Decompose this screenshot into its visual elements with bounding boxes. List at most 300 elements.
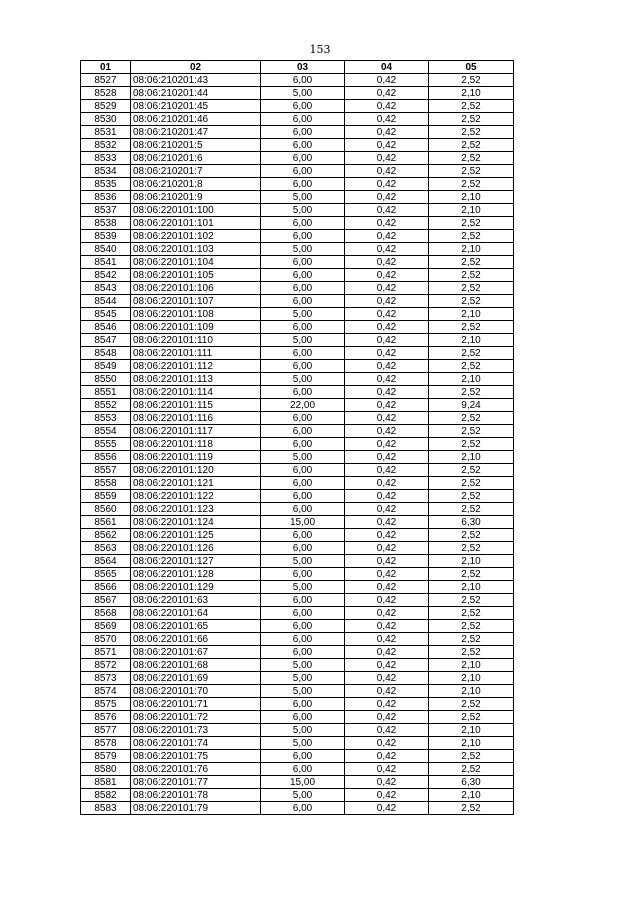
cadastral-number-cell: 08:06:220101:69	[131, 672, 261, 685]
cadastral-number-cell: 08:06:220101:124	[131, 516, 261, 529]
table-row	[81, 87, 514, 100]
rate-cell: 0,42	[345, 295, 429, 308]
rate-cell: 0,42	[345, 750, 429, 763]
row-number-cell: 8548	[81, 347, 131, 360]
cadastral-number-cell: 08:06:220101:113	[131, 373, 261, 386]
cadastral-number-cell: 08:06:220101:100	[131, 204, 261, 217]
cadastral-number-cell: 08:06:210201:7	[131, 165, 261, 178]
table-row	[81, 659, 514, 672]
area-cell: 6,00	[261, 607, 345, 620]
table-row	[81, 529, 514, 542]
amount-cell: 2,52	[429, 646, 514, 659]
area-cell: 5,00	[261, 659, 345, 672]
area-cell: 6,00	[261, 269, 345, 282]
amount-cell: 2,52	[429, 282, 514, 295]
area-cell: 6,00	[261, 620, 345, 633]
cadastral-number-cell: 08:06:220101:102	[131, 230, 261, 243]
table-row	[81, 594, 514, 607]
row-number-cell: 8563	[81, 542, 131, 555]
table-row	[81, 685, 514, 698]
rate-cell: 0,42	[345, 607, 429, 620]
table-row	[81, 399, 514, 412]
row-number-cell: 8570	[81, 633, 131, 646]
cadastral-number-cell: 08:06:220101:74	[131, 737, 261, 750]
area-cell: 6,00	[261, 165, 345, 178]
area-cell: 15,00	[261, 776, 345, 789]
rate-cell: 0,42	[345, 347, 429, 360]
rate-cell: 0,42	[345, 178, 429, 191]
area-cell: 6,00	[261, 464, 345, 477]
area-cell: 6,00	[261, 412, 345, 425]
amount-cell: 2,52	[429, 750, 514, 763]
area-cell: 6,00	[261, 230, 345, 243]
amount-cell: 2,10	[429, 204, 514, 217]
cadastral-number-cell: 08:06:220101:110	[131, 334, 261, 347]
row-number-cell: 8534	[81, 165, 131, 178]
cadastral-number-cell: 08:06:220101:114	[131, 386, 261, 399]
rate-cell: 0,42	[345, 360, 429, 373]
rate-cell: 0,42	[345, 113, 429, 126]
rate-cell: 0,42	[345, 217, 429, 230]
amount-cell: 2,10	[429, 334, 514, 347]
table-row	[81, 191, 514, 204]
column-header-03: 03	[261, 61, 345, 74]
amount-cell: 2,52	[429, 165, 514, 178]
table-row	[81, 763, 514, 776]
amount-cell: 2,10	[429, 373, 514, 386]
cadastral-number-cell: 08:06:220101:116	[131, 412, 261, 425]
rate-cell: 0,42	[345, 451, 429, 464]
cadastral-number-cell: 08:06:210201:44	[131, 87, 261, 100]
amount-cell: 2,52	[429, 230, 514, 243]
cadastral-number-cell: 08:06:210201:45	[131, 100, 261, 113]
amount-cell: 2,10	[429, 87, 514, 100]
rate-cell: 0,42	[345, 581, 429, 594]
cadastral-number-cell: 08:06:220101:103	[131, 243, 261, 256]
row-number-cell: 8537	[81, 204, 131, 217]
cadastral-number-cell: 08:06:220101:111	[131, 347, 261, 360]
area-cell: 5,00	[261, 685, 345, 698]
area-cell: 5,00	[261, 672, 345, 685]
rate-cell: 0,42	[345, 438, 429, 451]
cadastral-number-cell: 08:06:220101:126	[131, 542, 261, 555]
row-number-cell: 8553	[81, 412, 131, 425]
rate-cell: 0,42	[345, 542, 429, 555]
row-number-cell: 8557	[81, 464, 131, 477]
amount-cell: 2,52	[429, 269, 514, 282]
amount-cell: 2,52	[429, 490, 514, 503]
table-row	[81, 412, 514, 425]
row-number-cell: 8531	[81, 126, 131, 139]
row-number-cell: 8568	[81, 607, 131, 620]
table-row	[81, 269, 514, 282]
area-cell: 6,00	[261, 542, 345, 555]
area-cell: 5,00	[261, 724, 345, 737]
row-number-cell: 8552	[81, 399, 131, 412]
amount-cell: 2,52	[429, 139, 514, 152]
rate-cell: 0,42	[345, 477, 429, 490]
rate-cell: 0,42	[345, 373, 429, 386]
amount-cell: 2,52	[429, 126, 514, 139]
amount-cell: 2,52	[429, 100, 514, 113]
area-cell: 6,00	[261, 126, 345, 139]
row-number-cell: 8527	[81, 74, 131, 87]
area-cell: 6,00	[261, 425, 345, 438]
rate-cell: 0,42	[345, 399, 429, 412]
row-number-cell: 8533	[81, 152, 131, 165]
row-number-cell: 8567	[81, 594, 131, 607]
table-row	[81, 776, 514, 789]
amount-cell: 2,52	[429, 464, 514, 477]
table-row	[81, 646, 514, 659]
amount-cell: 2,52	[429, 594, 514, 607]
area-cell: 5,00	[261, 789, 345, 802]
area-cell: 6,00	[261, 490, 345, 503]
row-number-cell: 8573	[81, 672, 131, 685]
cadastral-number-cell: 08:06:220101:67	[131, 646, 261, 659]
table-row	[81, 74, 514, 87]
amount-cell: 2,52	[429, 542, 514, 555]
amount-cell: 2,52	[429, 503, 514, 516]
row-number-cell: 8577	[81, 724, 131, 737]
amount-cell: 2,52	[429, 425, 514, 438]
rate-cell: 0,42	[345, 698, 429, 711]
row-number-cell: 8581	[81, 776, 131, 789]
rate-cell: 0,42	[345, 87, 429, 100]
rate-cell: 0,42	[345, 685, 429, 698]
table-header	[81, 61, 514, 74]
amount-cell: 2,52	[429, 711, 514, 724]
area-cell: 6,00	[261, 633, 345, 646]
amount-cell: 2,52	[429, 256, 514, 269]
amount-cell: 2,52	[429, 386, 514, 399]
rate-cell: 0,42	[345, 503, 429, 516]
row-number-cell: 8580	[81, 763, 131, 776]
area-cell: 6,00	[261, 113, 345, 126]
row-number-cell: 8545	[81, 308, 131, 321]
table-row	[81, 204, 514, 217]
cadastral-number-cell: 08:06:220101:73	[131, 724, 261, 737]
cadastral-number-cell: 08:06:210201:8	[131, 178, 261, 191]
rate-cell: 0,42	[345, 126, 429, 139]
amount-cell: 2,10	[429, 659, 514, 672]
area-cell: 6,00	[261, 321, 345, 334]
row-number-cell: 8578	[81, 737, 131, 750]
table-row	[81, 516, 514, 529]
row-number-cell: 8536	[81, 191, 131, 204]
table-row	[81, 555, 514, 568]
rate-cell: 0,42	[345, 789, 429, 802]
area-cell: 6,00	[261, 529, 345, 542]
cadastral-number-cell: 08:06:220101:76	[131, 763, 261, 776]
table-row	[81, 620, 514, 633]
cadastral-number-cell: 08:06:220101:121	[131, 477, 261, 490]
cadastral-number-cell: 08:06:220101:78	[131, 789, 261, 802]
amount-cell: 6,30	[429, 516, 514, 529]
area-cell: 5,00	[261, 555, 345, 568]
area-cell: 5,00	[261, 87, 345, 100]
table-row	[81, 295, 514, 308]
rate-cell: 0,42	[345, 269, 429, 282]
rate-cell: 0,42	[345, 308, 429, 321]
amount-cell: 2,52	[429, 529, 514, 542]
table-row	[81, 178, 514, 191]
header-row	[81, 61, 514, 74]
column-header-02: 02	[131, 61, 261, 74]
table-row	[81, 724, 514, 737]
rate-cell: 0,42	[345, 555, 429, 568]
amount-cell: 2,52	[429, 178, 514, 191]
area-cell: 6,00	[261, 438, 345, 451]
area-cell: 5,00	[261, 191, 345, 204]
amount-cell: 2,52	[429, 438, 514, 451]
area-cell: 6,00	[261, 594, 345, 607]
row-number-cell: 8532	[81, 139, 131, 152]
cadastral-number-cell: 08:06:220101:79	[131, 802, 261, 815]
amount-cell: 2,10	[429, 685, 514, 698]
table-row	[81, 581, 514, 594]
area-cell: 6,00	[261, 503, 345, 516]
amount-cell: 2,52	[429, 152, 514, 165]
rate-cell: 0,42	[345, 672, 429, 685]
rate-cell: 0,42	[345, 646, 429, 659]
rate-cell: 0,42	[345, 321, 429, 334]
rate-cell: 0,42	[345, 464, 429, 477]
row-number-cell: 8575	[81, 698, 131, 711]
table-row	[81, 386, 514, 399]
amount-cell: 2,10	[429, 724, 514, 737]
table-row	[81, 750, 514, 763]
row-number-cell: 8529	[81, 100, 131, 113]
cadastral-number-cell: 08:06:210201:5	[131, 139, 261, 152]
rate-cell: 0,42	[345, 230, 429, 243]
table-row	[81, 334, 514, 347]
area-cell: 15,00	[261, 516, 345, 529]
cadastral-number-cell: 08:06:220101:66	[131, 633, 261, 646]
row-number-cell: 8542	[81, 269, 131, 282]
table-row	[81, 464, 514, 477]
table-row	[81, 126, 514, 139]
rate-cell: 0,42	[345, 724, 429, 737]
area-cell: 5,00	[261, 334, 345, 347]
table-row	[81, 282, 514, 295]
cadastral-number-cell: 08:06:220101:117	[131, 425, 261, 438]
row-number-cell: 8582	[81, 789, 131, 802]
amount-cell: 2,10	[429, 672, 514, 685]
table-row	[81, 568, 514, 581]
row-number-cell: 8558	[81, 477, 131, 490]
area-cell: 5,00	[261, 243, 345, 256]
row-number-cell: 8565	[81, 568, 131, 581]
column-header-04: 04	[345, 61, 429, 74]
amount-cell: 2,52	[429, 763, 514, 776]
cadastral-number-cell: 08:06:220101:127	[131, 555, 261, 568]
cadastral-number-cell: 08:06:220101:105	[131, 269, 261, 282]
table-row	[81, 503, 514, 516]
rate-cell: 0,42	[345, 620, 429, 633]
row-number-cell: 8576	[81, 711, 131, 724]
cadastral-number-cell: 08:06:220101:68	[131, 659, 261, 672]
cadastral-number-cell: 08:06:220101:120	[131, 464, 261, 477]
area-cell: 6,00	[261, 282, 345, 295]
cadastral-number-cell: 08:06:220101:106	[131, 282, 261, 295]
rate-cell: 0,42	[345, 334, 429, 347]
area-cell: 6,00	[261, 360, 345, 373]
area-cell: 5,00	[261, 581, 345, 594]
row-number-cell: 8530	[81, 113, 131, 126]
amount-cell: 2,10	[429, 581, 514, 594]
row-number-cell: 8555	[81, 438, 131, 451]
amount-cell: 2,52	[429, 412, 514, 425]
table-row	[81, 438, 514, 451]
rate-cell: 0,42	[345, 776, 429, 789]
table-row	[81, 360, 514, 373]
row-number-cell: 8544	[81, 295, 131, 308]
rate-cell: 0,42	[345, 74, 429, 87]
row-number-cell: 8543	[81, 282, 131, 295]
rate-cell: 0,42	[345, 659, 429, 672]
amount-cell: 2,52	[429, 620, 514, 633]
rate-cell: 0,42	[345, 191, 429, 204]
rate-cell: 0,42	[345, 425, 429, 438]
amount-cell: 2,52	[429, 568, 514, 581]
area-cell: 6,00	[261, 139, 345, 152]
row-number-cell: 8574	[81, 685, 131, 698]
rate-cell: 0,42	[345, 152, 429, 165]
table-row	[81, 451, 514, 464]
row-number-cell: 8569	[81, 620, 131, 633]
amount-cell: 2,10	[429, 243, 514, 256]
table-row	[81, 217, 514, 230]
table-row	[81, 152, 514, 165]
area-cell: 6,00	[261, 256, 345, 269]
rate-cell: 0,42	[345, 763, 429, 776]
area-cell: 6,00	[261, 347, 345, 360]
table-row	[81, 672, 514, 685]
table-row	[81, 373, 514, 386]
table-row	[81, 477, 514, 490]
row-number-cell: 8566	[81, 581, 131, 594]
cadastral-number-cell: 08:06:220101:71	[131, 698, 261, 711]
cadastral-number-cell: 08:06:220101:123	[131, 503, 261, 516]
row-number-cell: 8559	[81, 490, 131, 503]
table-row	[81, 100, 514, 113]
row-number-cell: 8579	[81, 750, 131, 763]
row-number-cell: 8528	[81, 87, 131, 100]
row-number-cell: 8549	[81, 360, 131, 373]
amount-cell: 2,52	[429, 633, 514, 646]
area-cell: 6,00	[261, 763, 345, 776]
amount-cell: 2,52	[429, 698, 514, 711]
area-cell: 5,00	[261, 204, 345, 217]
area-cell: 6,00	[261, 477, 345, 490]
rate-cell: 0,42	[345, 802, 429, 815]
amount-cell: 6,30	[429, 776, 514, 789]
row-number-cell: 8551	[81, 386, 131, 399]
row-number-cell: 8541	[81, 256, 131, 269]
area-cell: 6,00	[261, 802, 345, 815]
rate-cell: 0,42	[345, 165, 429, 178]
cadastral-number-cell: 08:06:220101:119	[131, 451, 261, 464]
area-cell: 6,00	[261, 386, 345, 399]
area-cell: 6,00	[261, 646, 345, 659]
table-row	[81, 425, 514, 438]
amount-cell: 2,52	[429, 74, 514, 87]
amount-cell: 2,10	[429, 191, 514, 204]
area-cell: 5,00	[261, 308, 345, 321]
cadastral-number-cell: 08:06:220101:125	[131, 529, 261, 542]
amount-cell: 2,10	[429, 737, 514, 750]
amount-cell: 2,10	[429, 789, 514, 802]
area-cell: 6,00	[261, 152, 345, 165]
table-row	[81, 802, 514, 815]
rate-cell: 0,42	[345, 529, 429, 542]
cadastral-number-cell: 08:06:220101:118	[131, 438, 261, 451]
table-row	[81, 321, 514, 334]
table-row	[81, 308, 514, 321]
cadastral-number-cell: 08:06:220101:64	[131, 607, 261, 620]
cadastral-number-cell: 08:06:220101:75	[131, 750, 261, 763]
amount-cell: 9,24	[429, 399, 514, 412]
amount-cell: 2,52	[429, 217, 514, 230]
row-number-cell: 8583	[81, 802, 131, 815]
table-row	[81, 165, 514, 178]
cadastral-number-cell: 08:06:210201:43	[131, 74, 261, 87]
table-row	[81, 243, 514, 256]
area-cell: 6,00	[261, 711, 345, 724]
rate-cell: 0,42	[345, 139, 429, 152]
cadastral-number-cell: 08:06:220101:65	[131, 620, 261, 633]
row-number-cell: 8564	[81, 555, 131, 568]
column-header-05: 05	[429, 61, 514, 74]
area-cell: 6,00	[261, 295, 345, 308]
row-number-cell: 8572	[81, 659, 131, 672]
cadastral-number-cell: 08:06:220101:109	[131, 321, 261, 334]
page-number: 153	[309, 43, 331, 56]
rate-cell: 0,42	[345, 633, 429, 646]
row-number-cell: 8546	[81, 321, 131, 334]
table-body	[81, 74, 514, 815]
area-cell: 5,00	[261, 451, 345, 464]
cadastral-number-cell: 08:06:220101:63	[131, 594, 261, 607]
cadastral-number-cell: 08:06:220101:70	[131, 685, 261, 698]
area-cell: 6,00	[261, 568, 345, 581]
data-table	[80, 60, 514, 815]
rate-cell: 0,42	[345, 282, 429, 295]
row-number-cell: 8561	[81, 516, 131, 529]
rate-cell: 0,42	[345, 737, 429, 750]
table-row	[81, 737, 514, 750]
rate-cell: 0,42	[345, 243, 429, 256]
area-cell: 6,00	[261, 100, 345, 113]
amount-cell: 2,52	[429, 347, 514, 360]
column-header-01: 01	[81, 61, 131, 74]
area-cell: 6,00	[261, 217, 345, 230]
cadastral-number-cell: 08:06:220101:107	[131, 295, 261, 308]
rate-cell: 0,42	[345, 594, 429, 607]
row-number-cell: 8535	[81, 178, 131, 191]
row-number-cell: 8550	[81, 373, 131, 386]
table-row	[81, 542, 514, 555]
table-row	[81, 347, 514, 360]
cadastral-number-cell: 08:06:220101:122	[131, 490, 261, 503]
area-cell: 5,00	[261, 737, 345, 750]
cadastral-number-cell: 08:06:220101:77	[131, 776, 261, 789]
table-row	[81, 256, 514, 269]
row-number-cell: 8538	[81, 217, 131, 230]
table-row	[81, 139, 514, 152]
rate-cell: 0,42	[345, 516, 429, 529]
